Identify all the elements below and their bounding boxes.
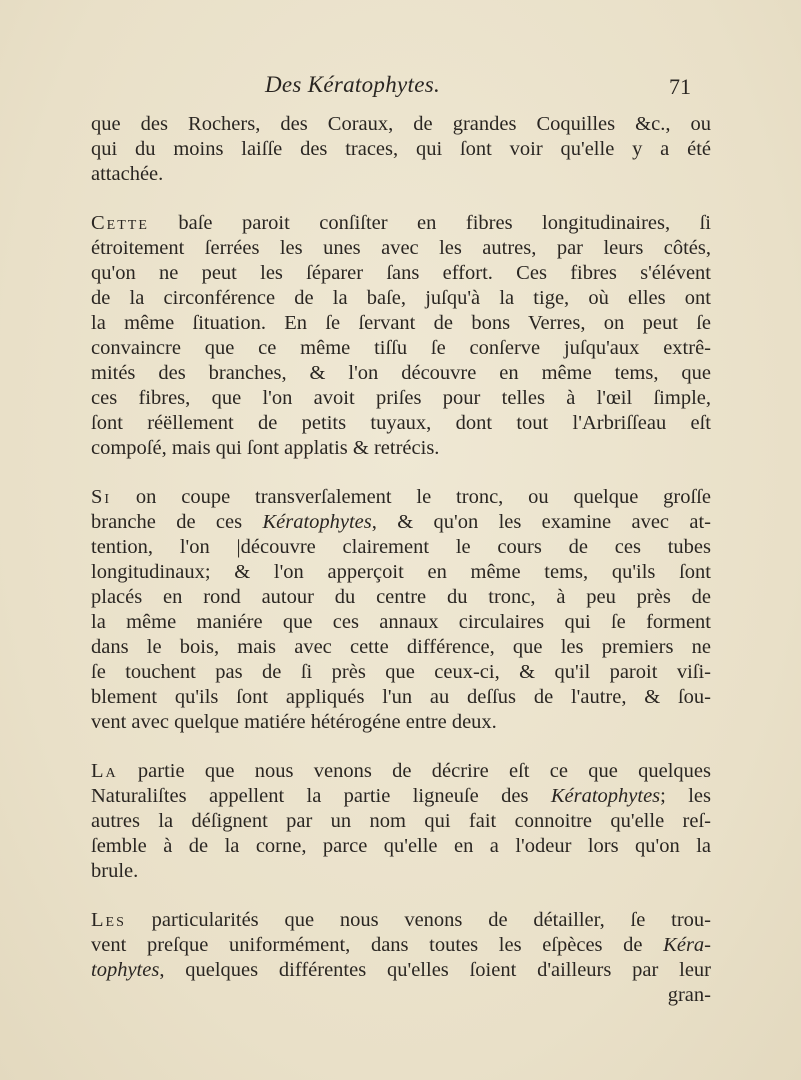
paragraph-4 xyxy=(91,759,711,884)
text-line: convaincre que ce même tiſſu ſe conſerve juſqu'aux extrê- xyxy=(91,337,711,359)
text-line: longitudinaux; & l'on apperçoit en même tems, qu'ils ſont xyxy=(91,561,711,583)
text-line: vent avec quelque matiére hétérogéne entre deux. xyxy=(91,711,497,733)
text-line: Naturaliſtes appellent la partie ligneuſe des Kératophytes; les xyxy=(91,785,711,807)
text-line: tention, l'on |découvre clairement le cours de ces tubes xyxy=(91,536,711,558)
italic-term: Kératophytes xyxy=(550,785,661,807)
text-line: attachée. xyxy=(91,163,164,185)
paragraph-3 xyxy=(91,485,711,735)
text-line: ſe touchent pas de ſi près que ceux-ci, & qu'il paroit viſi- xyxy=(91,661,711,683)
text-line: la même ſituation. En ſe ſervant de bons Verres, on peut ſe xyxy=(91,312,711,334)
small-caps-opening: La xyxy=(91,760,118,782)
text-line: Si on coupe transverſalement le tronc, ou quelque groſſe xyxy=(91,486,711,508)
text-line: compoſé, mais qui ſont applatis & retrécis. xyxy=(91,437,440,459)
small-caps-opening: Cette xyxy=(91,212,149,234)
text-line: blement qu'ils ſont appliqués l'un au deſſus de l'autre, & ſou- xyxy=(91,686,711,708)
text-line: branche de ces Kératophytes, & qu'on les examine avec at- xyxy=(91,511,711,533)
small-caps-opening: Les xyxy=(91,909,126,931)
italic-term: Kératophytes xyxy=(262,511,372,533)
text-line: ſemble à de la corne, parce qu'elle en a l'odeur lors qu'on la xyxy=(91,835,711,857)
page-number: 71 xyxy=(669,74,691,99)
text-line: de la circonférence de la baſe, juſqu'à la tige, où elles ont xyxy=(91,287,711,309)
text-line: dans le bois, mais avec cette différence, que les premiers ne xyxy=(91,636,711,658)
text-line: placés en rond autour du centre du tronc, à peu près de xyxy=(91,586,711,608)
text-line: vent preſque uniformément, dans toutes les eſpèces de Kéra- xyxy=(91,934,711,956)
running-head xyxy=(0,72,801,102)
text-line: étroitement ſerrées les unes avec les autres, par leurs côtés, xyxy=(91,237,711,259)
text-line: qu'on ne peut les ſéparer ſans effort. Ces fibres s'élévent xyxy=(91,262,711,284)
text-line: brule. xyxy=(91,860,139,882)
text-line: la même maniére que ces annaux circulaires qui ſe forment xyxy=(91,611,711,633)
text-line: Les particularités que nous venons de détailler, ſe trou- xyxy=(91,909,711,931)
text-line: tophytes, quelques différentes qu'elles ſoient d'ailleurs par leur xyxy=(91,959,711,981)
body-text xyxy=(91,112,711,1008)
text-line: mités des branches, & l'on découvre en même tems, que xyxy=(91,362,711,384)
paragraph-5 xyxy=(91,908,711,983)
paragraph-1 xyxy=(91,112,711,187)
text-line: ſont réëllement de petits tuyaux, dont tout l'Arbriſſeau eſt xyxy=(91,412,711,434)
text-line: La partie que nous venons de décrire eſt ce que quelques xyxy=(91,760,711,782)
text-line: ces fibres, que l'on avoit priſes pour telles à l'œil ſimple, xyxy=(91,387,711,409)
paragraph-2 xyxy=(91,211,711,461)
catchword: gran- xyxy=(667,984,711,1006)
italic-term: tophytes xyxy=(91,959,160,981)
small-caps-opening: Si xyxy=(91,486,112,508)
text-line: que des Rochers, des Coraux, de grandes Coquilles &c., ou xyxy=(91,113,711,135)
text-line: Cette baſe paroit conſiſter en fibres longitudinaires, ſi xyxy=(91,212,711,234)
text-line: autres la déſignent par un nom qui fait connoitre qu'elle reſ- xyxy=(91,810,711,832)
text-line: qui du moins laiſſe des traces, qui ſont voir qu'elle y a été xyxy=(91,138,711,160)
running-title: Des Kératophytes. xyxy=(265,72,441,97)
italic-term: Kéra- xyxy=(663,934,711,956)
